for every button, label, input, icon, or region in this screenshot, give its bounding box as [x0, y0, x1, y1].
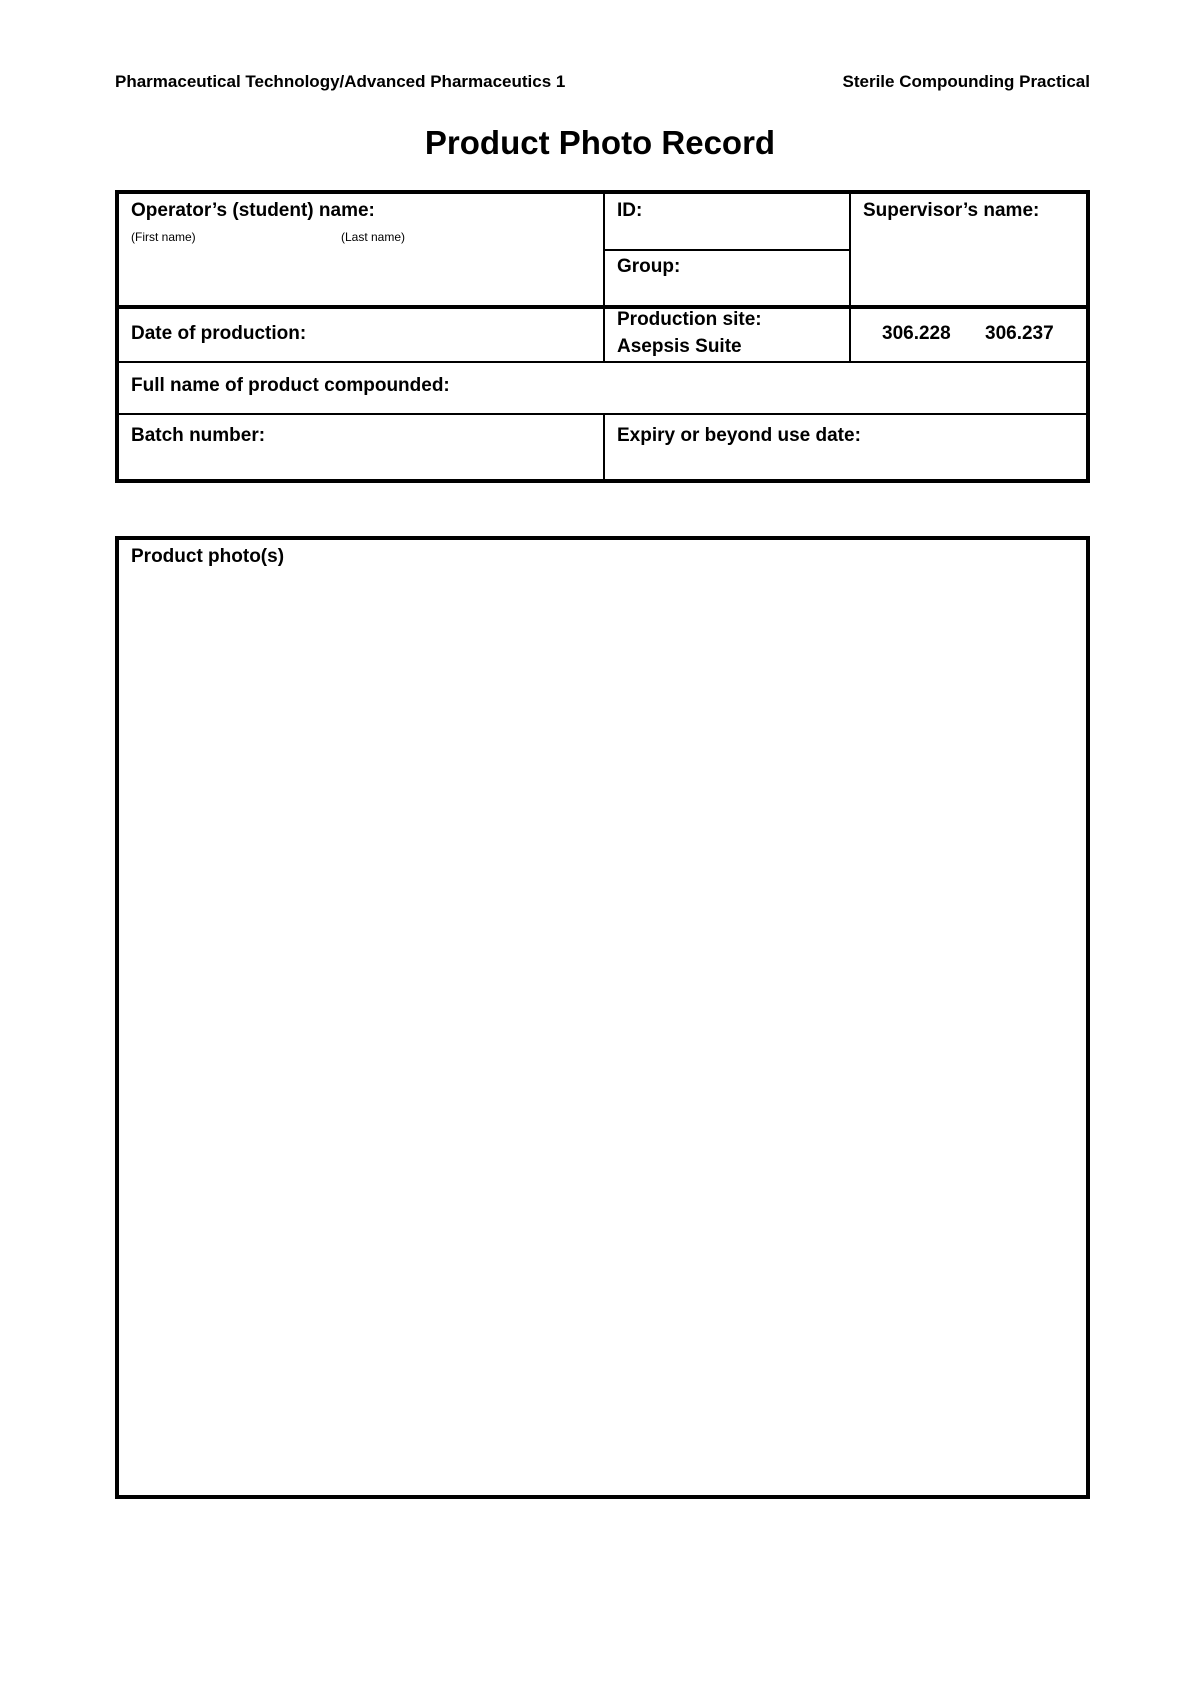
- date-of-production-cell[interactable]: [119, 309, 603, 361]
- room-numbers-cell: [851, 309, 1086, 361]
- expiry-date-label: Expiry or beyond use date:: [617, 425, 861, 446]
- supervisor-name-cell[interactable]: [851, 194, 1086, 305]
- production-site-value: Asepsis Suite: [617, 336, 742, 357]
- product-photo-label: Product photo(s): [131, 546, 285, 567]
- product-name-cell[interactable]: [119, 363, 1086, 413]
- page-title: Product Photo Record: [424, 124, 776, 161]
- group-label: Group:: [617, 256, 681, 277]
- id-label: ID:: [617, 200, 643, 221]
- production-site-label: Production site:: [617, 309, 762, 330]
- batch-number-cell[interactable]: [119, 415, 603, 479]
- room-number-2: 306.237: [985, 323, 1054, 344]
- supervisor-name-label: Supervisor’s name:: [863, 200, 1040, 221]
- id-cell[interactable]: [605, 194, 849, 249]
- room-number-1: 306.228: [882, 323, 951, 344]
- last-name-hint: (Last name): [341, 230, 406, 244]
- first-name-hint: (First name): [131, 230, 196, 244]
- operator-name-label: Operator’s (student) name:: [131, 200, 375, 221]
- operator-name-cell[interactable]: [119, 194, 603, 305]
- product-photo-area[interactable]: [115, 536, 1090, 1499]
- batch-number-label: Batch number:: [131, 425, 266, 446]
- header-practical-title: Sterile Compounding Practical: [842, 72, 1090, 91]
- product-name-label: Full name of product compounded:: [131, 375, 450, 396]
- record-form: [115, 190, 1090, 483]
- expiry-date-cell[interactable]: [605, 415, 1086, 479]
- production-site-cell: [605, 309, 849, 361]
- group-cell[interactable]: [605, 251, 849, 305]
- date-of-production-label: Date of production:: [131, 323, 307, 344]
- header-course-title: Pharmaceutical Technology/Advanced Pharmaceutics 1: [115, 72, 566, 91]
